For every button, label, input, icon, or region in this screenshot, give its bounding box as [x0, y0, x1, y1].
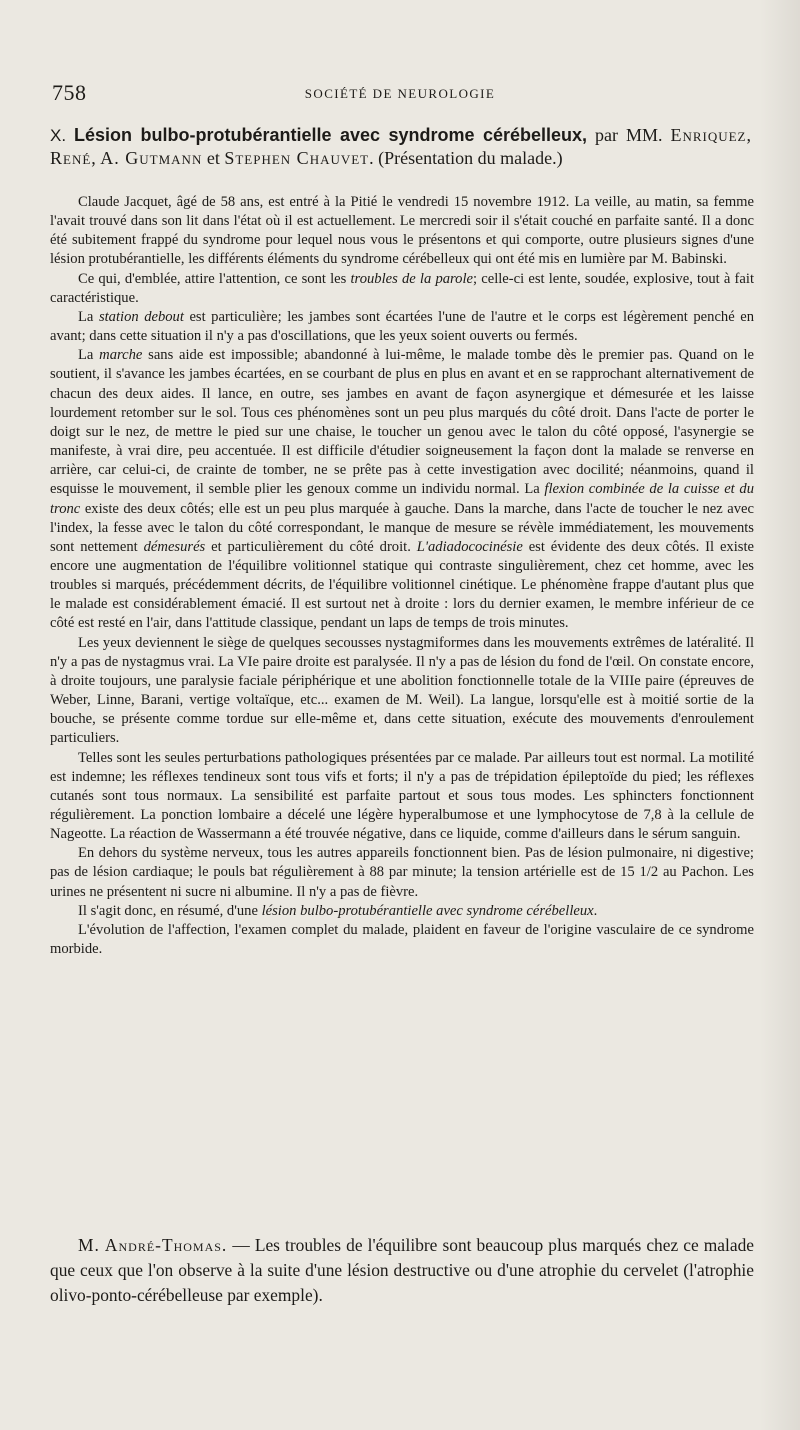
emphasis-troubles-parole: troubles de la parole [350, 270, 474, 287]
emphasis-adiadococinesie: L'adiadococinésie [416, 538, 523, 555]
article-note: . (Présentation du malade.) [369, 148, 563, 168]
article-title: Lésion bulbo-protubérantielle avec syndrome cérébelleux, [74, 125, 588, 145]
emphasis-station-debout: station debout [98, 308, 184, 325]
author-2: A. Gutmann [100, 148, 203, 168]
paragraph-3: La station debout est particulière; les jambes sont écartées l'une de l'autre et le corps est légèrement penché en avant; dans cette situation il n'y a pas d'oscillations, que les yeux soient ouverts ou fermés. [50, 308, 755, 345]
author-3: Stephen Chauvet [224, 148, 370, 168]
article-by: par MM. [595, 125, 663, 145]
comment-text: — Les troubles de l'équilibre sont beaucoup plus marqués chez ce malade que ceux que l'on observe à la suite d'une lésion destructive ou d'une atrophie du cervelet (l'atrophie olivo-ponto-cérébelleuse par exemple). [50, 1235, 754, 1305]
article-heading [50, 124, 752, 169]
emphasis-diagnosis: lésion bulbo-protubérantielle avec syndrome cérébelleux [261, 902, 594, 919]
discussion-comment [50, 1233, 754, 1308]
paragraph-9: L'évolution de l'affection, l'examen complet du malade, plaident en faveur de l'origine vasculaire de ce syndrome morbide. [50, 921, 754, 958]
paragraph-2: Ce qui, d'emblée, attire l'attention, ce sont les troubles de la parole; celle-ci est lente, soudée, explosive, tout à fait caractéristique. [50, 270, 754, 306]
page-number: 758 [52, 80, 87, 105]
paragraph-1: Claude Jacquet, âgé de 58 ans, est entré à la Pitié le vendredi 15 novembre 1912. La veille, au matin, sa femme l'avait trouvé dans son lit dans l'état où il est actuellement. Le mercredi soir il s'était couché en parfaite santé. Il a donc été subitement frappé du syndrome pour lequel nous vous le présentons et qui comporte, outre plusieurs signes d'une lésion protubérantielle, les différents éléments du syndrome cérébelleux qui ont été mis en lumière par M. Babinski. [50, 194, 754, 268]
comment-speaker: M. André-Thomas. [78, 1235, 228, 1255]
author-and: et [206, 148, 220, 168]
paragraph-6: Telles sont les seules perturbations pathologiques présentées par ce malade. Par ailleurs tout est normal. La motilité est indemne; les réflexes tendineux sont tous vifs et forts; il n'y a pas de trépidation épileptoïde du pied; les réflexes cutanés sont tous normaux. La sensibilité est parfaite partout et sous tous modes. Les sphincters fonctionnent régulièrement. La ponction lombaire a décelé une légère hyperalbumose et une lymphocytose de 7,8 à la cellule de Nageotte. La réaction de Wassermann a été trouvée négative, dans ce liquide, comme d'ailleurs dans le sérum sanguin. [50, 749, 754, 843]
article-body [50, 193, 754, 959]
page-edge-shadow [760, 0, 800, 1430]
emphasis-demesures: démesurés [143, 538, 206, 555]
author-separator: , [91, 148, 96, 168]
paragraph-5: Les yeux deviennent le siège de quelques secousses nystagmiformes dans les mouvements extrêmes de latéralité. Il n'y a pas de nystagmus vrai. La VIe paire droite est paralysée. Il n'y a pas de lésion du fond de l'œil. On constate encore, à droite toujours, une paralysie faciale périphérique et une abolition fonctionnelle totale de la VIIIe paire (épreuves de Weber, Linne, Barani, vertige voltaïque, etc... examen de M. Weil). La langue, lorsqu'elle est à moitié sortie de la bouche, se présente comme tordue sur elle-même et, dans cette situation, exécute des mouvements d'enroulement particuliers. [50, 634, 754, 747]
emphasis-flexion: flexion combinée de la cuisse et du tronc [50, 481, 755, 517]
paragraph-7: En dehors du système nerveux, tous les autres appareils fonctionnent bien. Pas de lésion pulmonaire, ni digestive; pas de lésion cardiaque; le pouls bat régulièrement à 88 par minute; la tension artérielle est de 15 1/2 au Pachon. Les urines ne présentent ni sucre ni albumine. Il n'y a pas de fièvre. [50, 845, 754, 900]
paragraph-8: Il s'agit donc, en résumé, d'une lésion bulbo-protubérantielle avec syndrome cérébelleux. [78, 902, 598, 919]
page-header [50, 80, 750, 110]
author-1: Enriquez, René [50, 125, 752, 168]
article-number: X. [50, 126, 67, 145]
emphasis-marche: marche [99, 347, 143, 364]
running-head: SOCIÉTÉ DE NEUROLOGIE [304, 86, 496, 101]
paragraph-4: La marche sans aide est impossible; abandonné à lui-même, le malade tombe dès le premier pas. Quand on le soutient, il s'avance les jambes écartées, en se courbant de plus en plus en avant et en se rapprochant alternativement de chacun des deux aides. Il lance, en outre, ses jambes en avant de façon asynergique et démesurée et les laisse lourdement retomber sur le sol. Tous ces phénomènes sont un peu plus marqués du côté droit. Dans l'acte de porter le doigt sur le nez, de mettre le pied sur une chaise, le toucher un genou avec le talon du côté opposé, l'asynergie se manifeste, à vrai dire, peu accentuée. Il est difficile d'étudier soigneusement la façon dont la malade se renverse en arrière, car celui-ci, de crainte de tomber, ne se prête pas à cette investigation avec docilité; néanmoins, quand il esquisse le mouvement, il semble plier les genoux comme un individu normal. La flexion combinée de la cuisse et du tronc existe des deux côtés; elle est un peu plus marquée à gauche. Dans la marche, dans l'acte de toucher le nez avec l'index, la fesse avec le talon du côté correspondant, le manque de mesure se révèle immédiatement, les mouvements sont nettement démesurés et particulièrement du côté droit. L'adiadococinésie est évidente des deux côtés. Il existe encore une augmentation de l'équilibre volitionnel statique qui contraste singulièrement, chez cet homme, avec les troubles si marqués, précédemment décrits, de l'équilibre volitionnel cinétique. Le phénomène frappe d'autant plus que le malade est considérablement émacié. Il est surtout net à droite : lors du dernier examen, le membre inférieur de ce côté est resté en l'air, dans l'attitude classique, pendant un laps de temps de trois minutes. [50, 347, 755, 632]
